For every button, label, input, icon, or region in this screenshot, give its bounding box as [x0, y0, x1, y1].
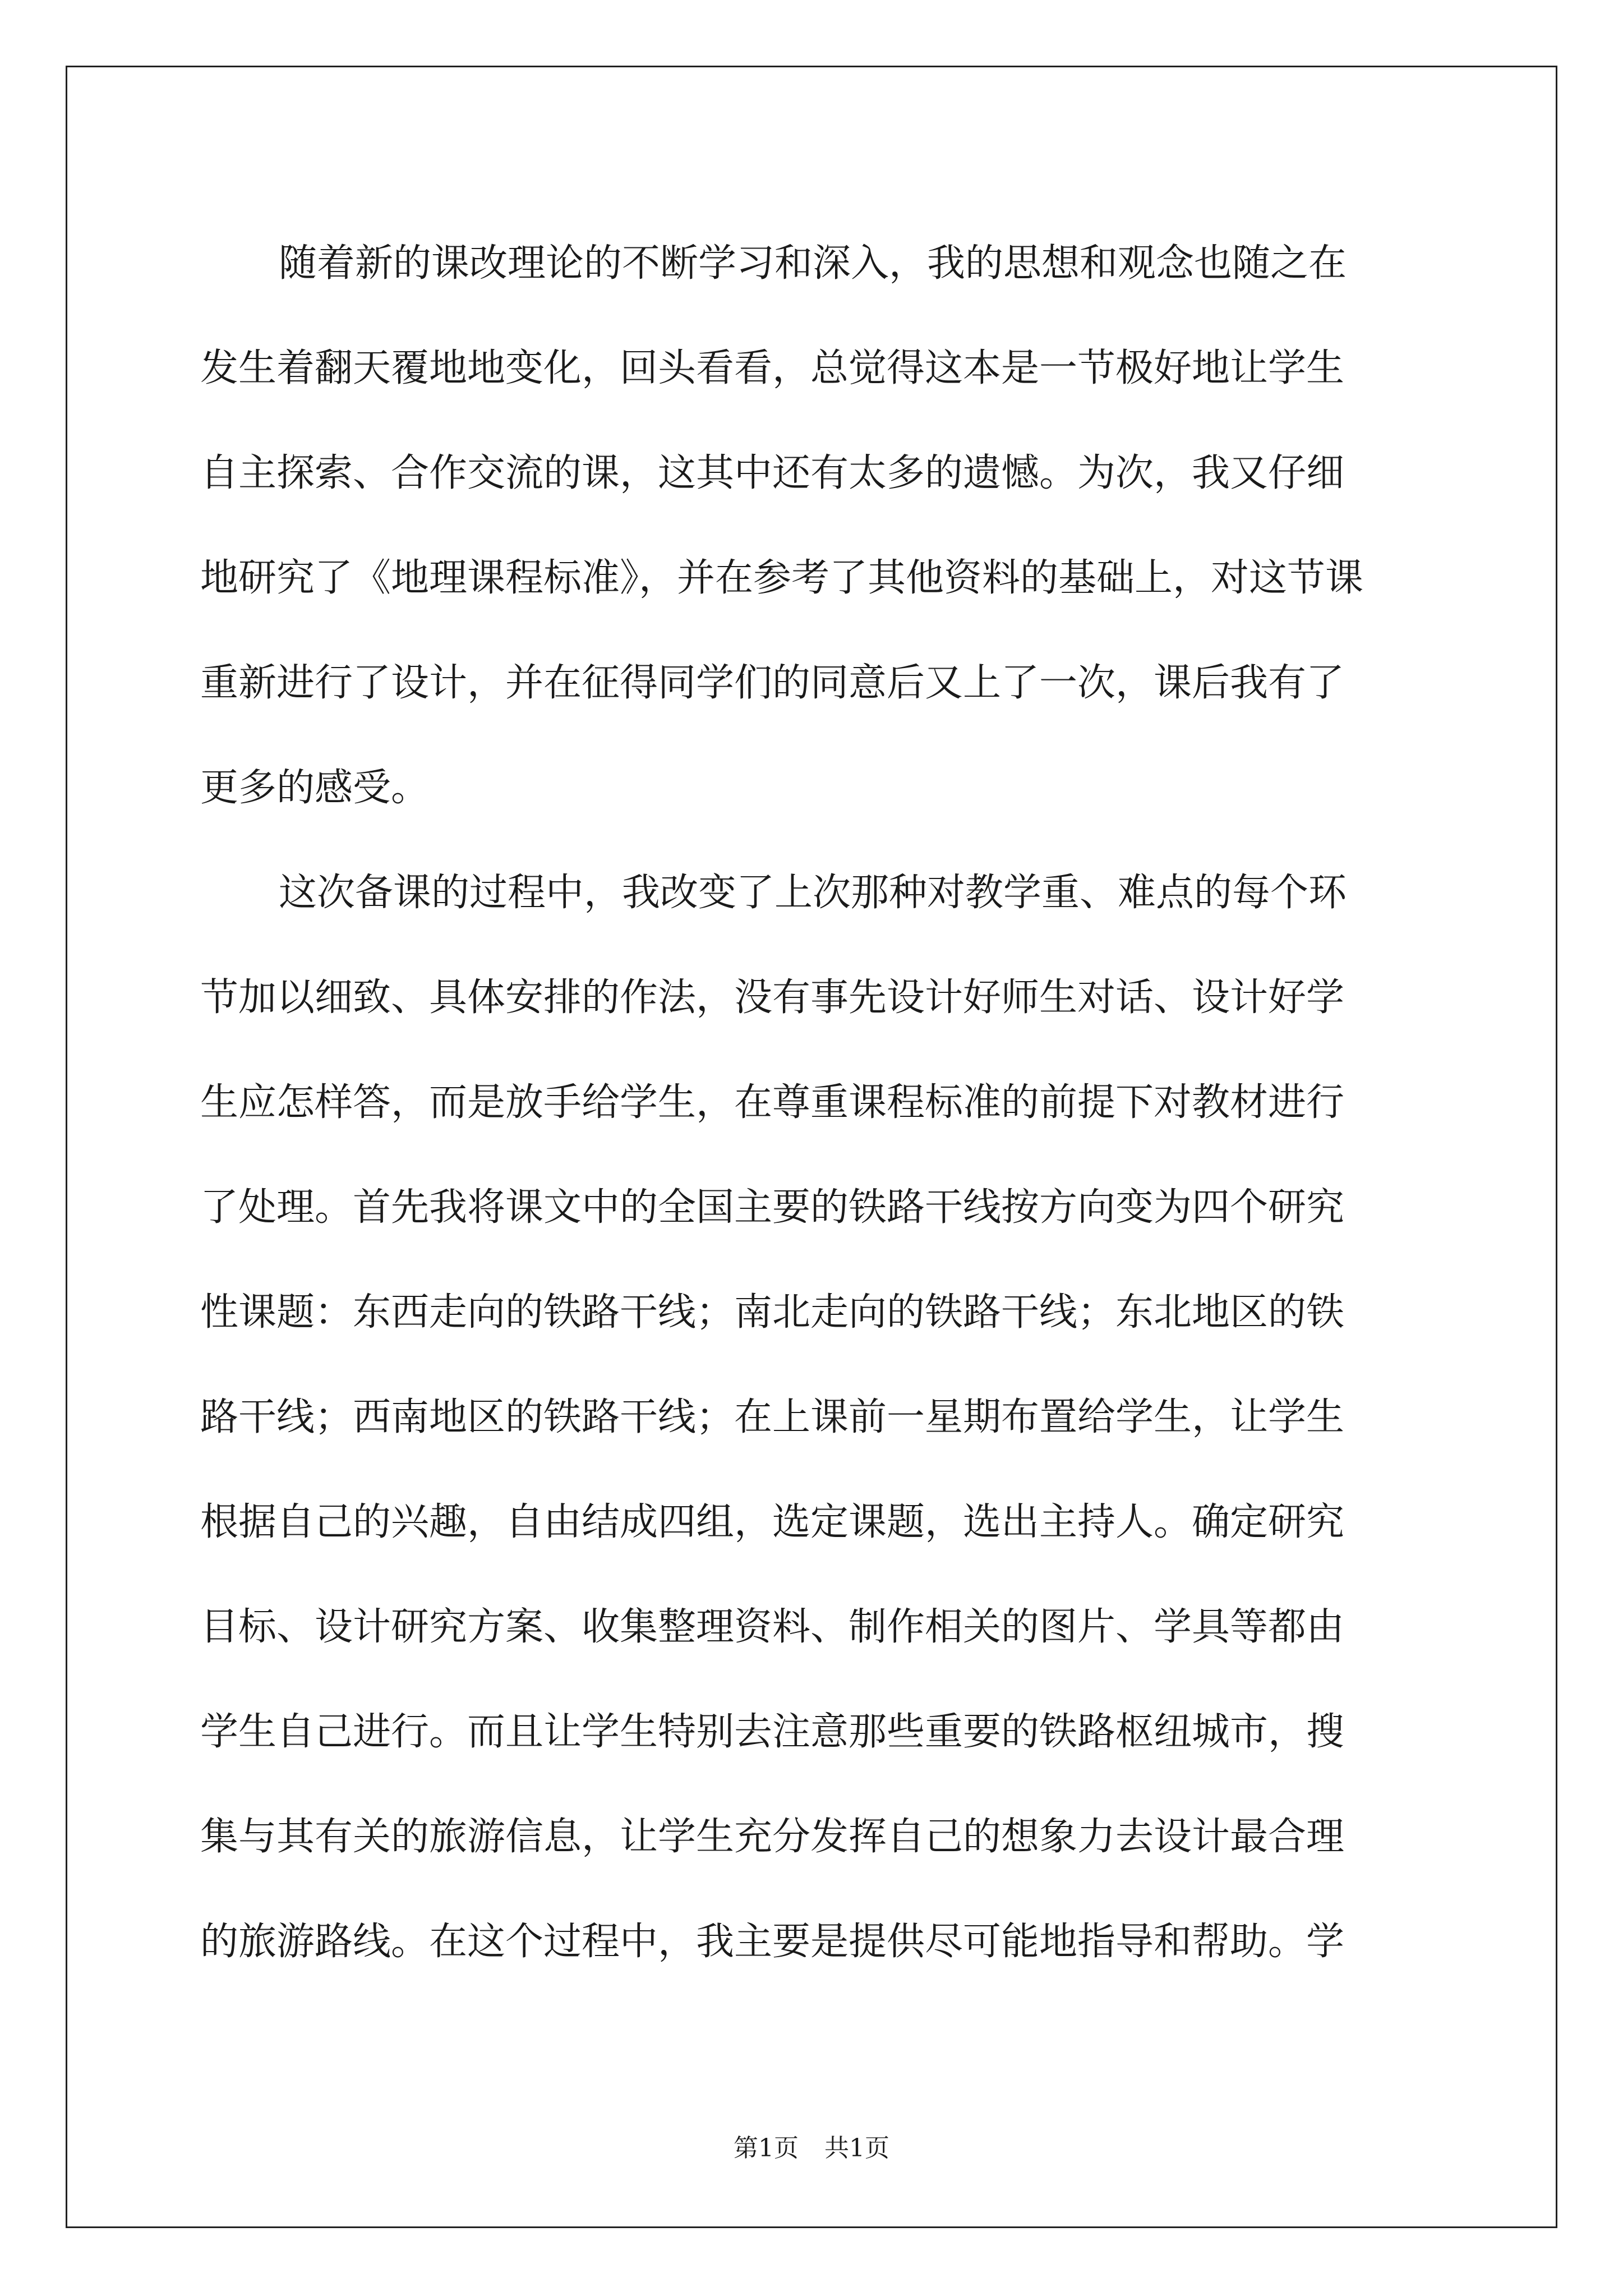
text-line: 重新进行了设计，并在征得同学们的同意后又上了一次，课后我有了 [200, 661, 1345, 705]
page-total: 共1页 [824, 2134, 889, 2162]
text-line: 的旅游路线。在这个过程中，我主要是提供尽可能地指导和帮助。学 [200, 1920, 1345, 1964]
text-line: 发生着翻天覆地地变化，回头看看，总觉得这本是一节极好地让学生 [200, 346, 1345, 390]
text-line: 根据自己的兴趣，自由结成四组，选定课题，选出主持人。确定研究 [200, 1500, 1345, 1544]
text-line: 学生自己进行。而且让学生特别去注意那些重要的铁路枢纽城市，搜 [200, 1710, 1345, 1754]
text-line: 更多的感受。 [200, 766, 430, 810]
text-line: 了处理。首先我将课文中的全国主要的铁路干线按方向变为四个研究 [200, 1185, 1345, 1230]
page-footer [0, 2132, 1623, 2165]
text-line: 路干线；西南地区的铁路干线；在上课前一星期布置给学生，让学生 [200, 1395, 1345, 1439]
text-line: 目标、设计研究方案、收集整理资料、制作相关的图片、学具等都由 [200, 1605, 1345, 1649]
text-line: 地研究了《地理课程标准》，并在参考了其他资料的基础上，对这节课 [200, 556, 1364, 600]
text-line: 性课题：东西走向的铁路干线；南北走向的铁路干线；东北地区的铁 [200, 1290, 1345, 1335]
page-number: 第1页 [734, 2134, 799, 2162]
text-line: 这次备课的过程中，我改变了上次那种对教学重、难点的每个环 [279, 871, 1347, 915]
text-line: 集与其有关的旅游信息，让学生充分发挥自己的想象力去设计最合理 [200, 1815, 1345, 1859]
text-line: 自主探索、合作交流的课，这其中还有太多的遗憾。为次，我又仔细 [200, 451, 1345, 495]
text-line: 生应怎样答，而是放手给学生，在尊重课程标准的前提下对教材进行 [200, 1080, 1345, 1125]
text-line: 节加以细致、具体安排的作法，没有事先设计好师生对话、设计好学 [200, 976, 1345, 1020]
text-line: 随着新的课改理论的不断学习和深入，我的思想和观念也随之在 [279, 241, 1347, 286]
document-body [200, 211, 1434, 1994]
